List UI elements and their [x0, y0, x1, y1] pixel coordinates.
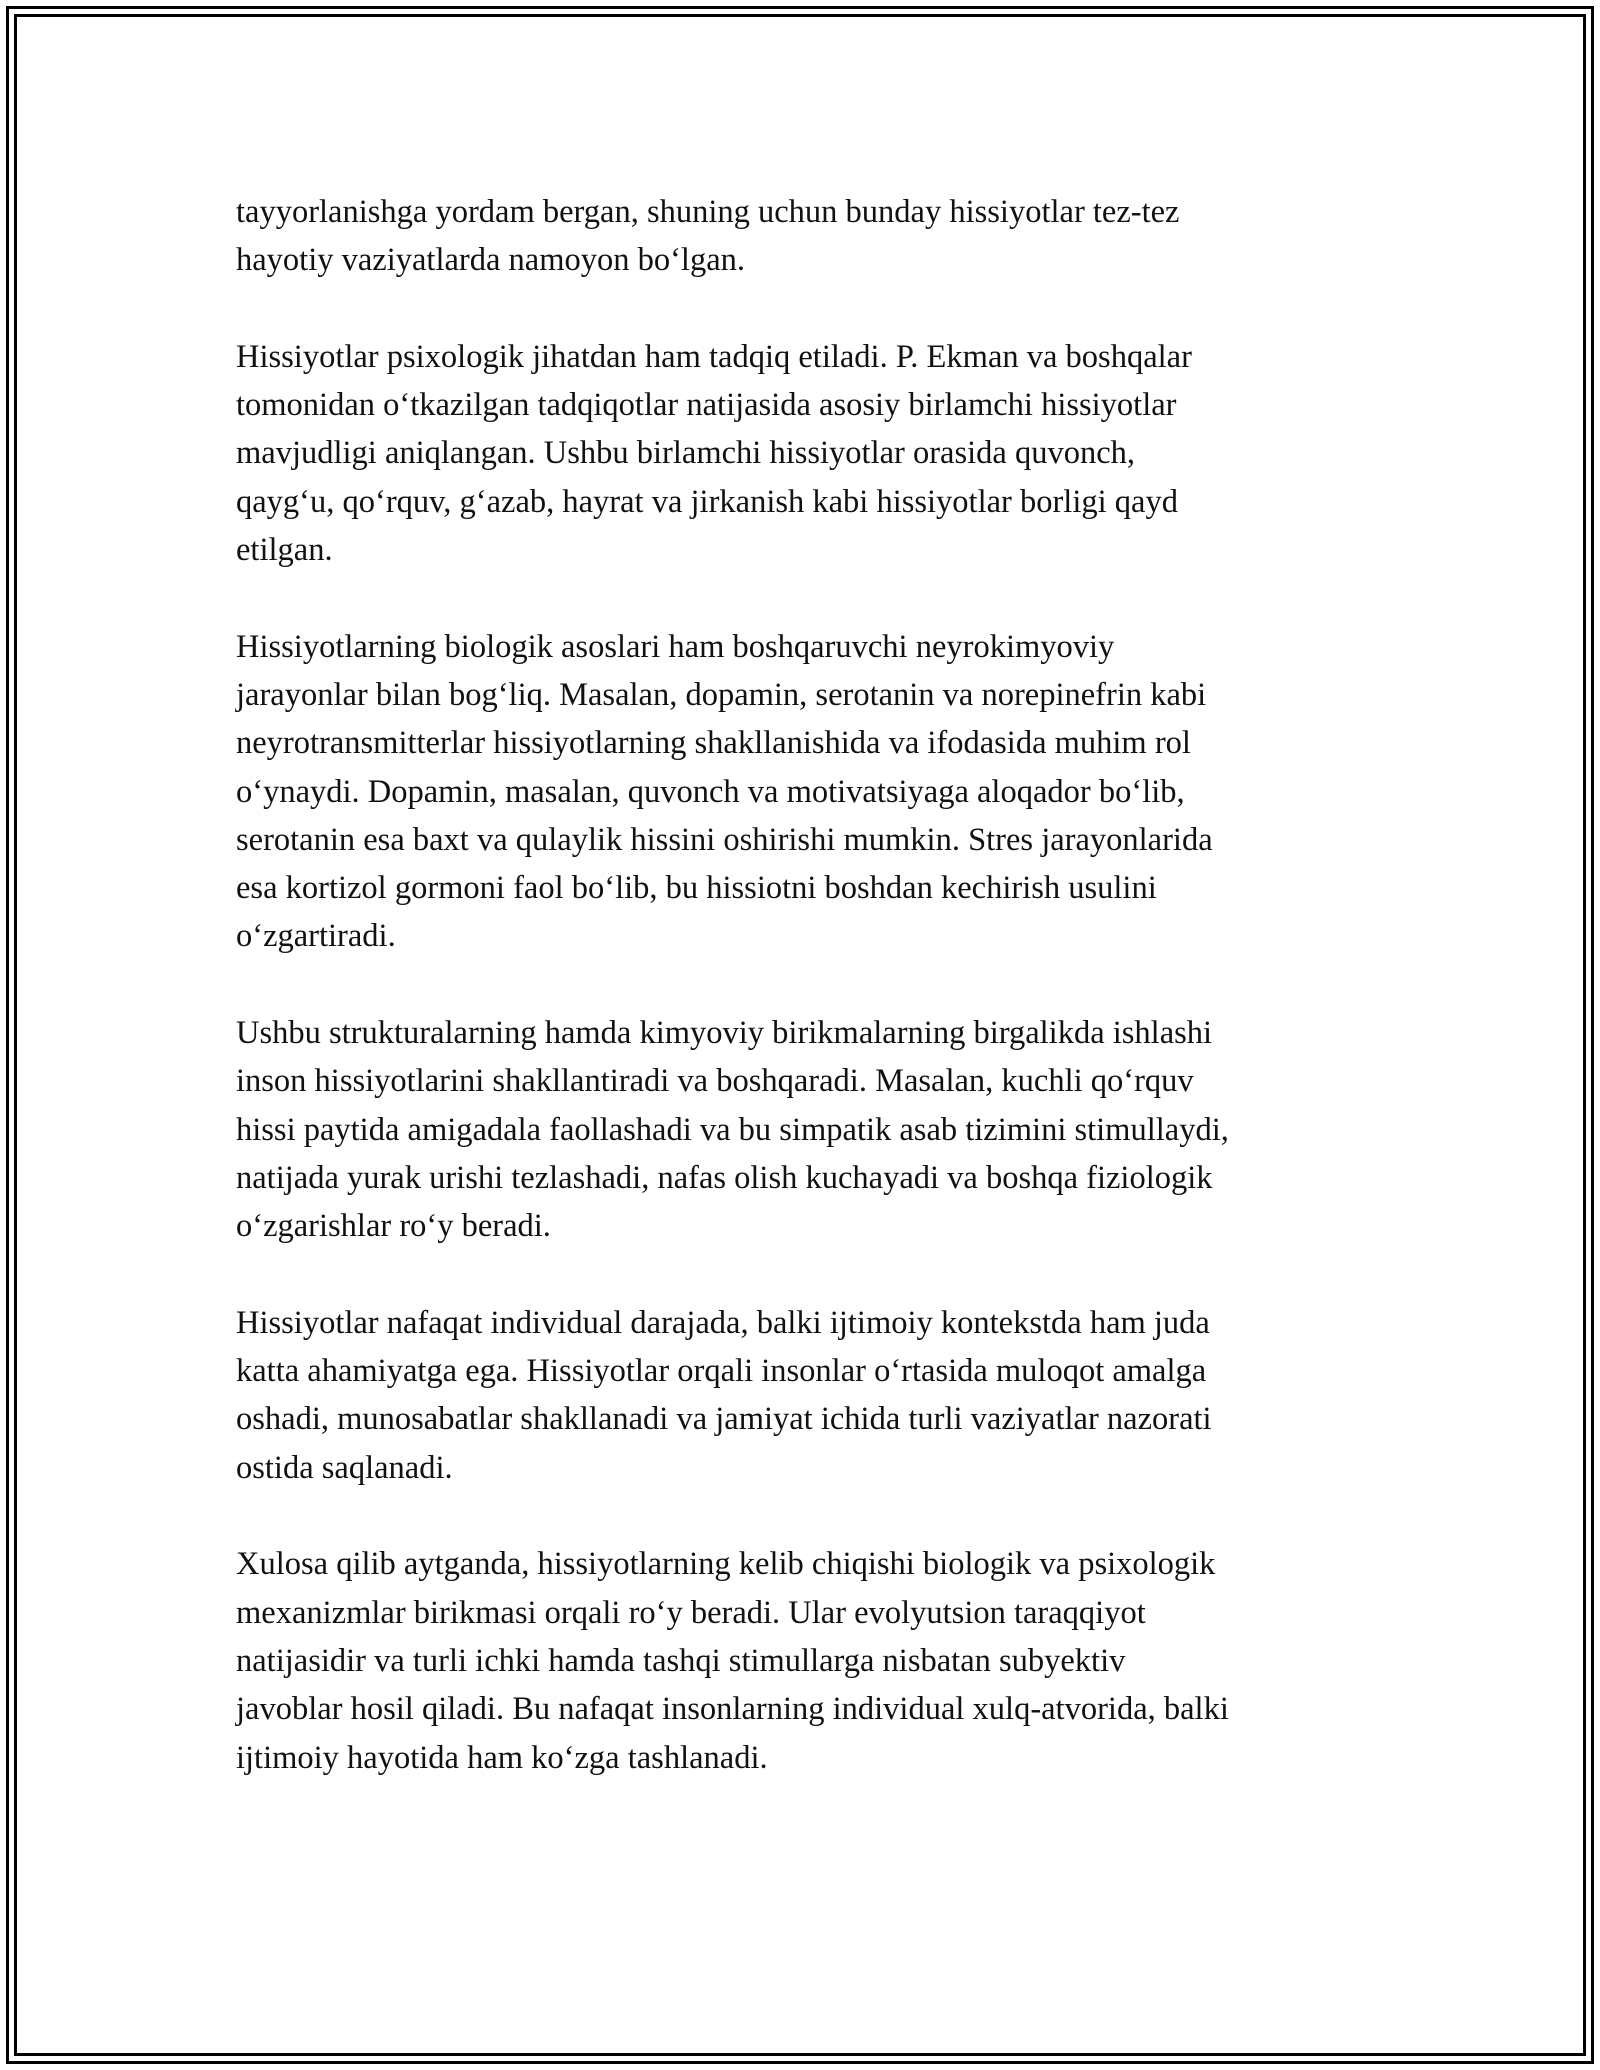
text-line: esa kortizol gormoni faol bo‘lib, bu hissiotni boshdan kechirish usulini: [236, 870, 1157, 907]
text-line: etilgan.: [236, 532, 333, 569]
paragraph-1: [236, 188, 1376, 285]
text-line: natijasidir va turli ichki hamda tashqi stimullarga nisbatan subyektiv: [236, 1642, 1126, 1679]
text-line: hissi paytida amigadala faollashadi va bu simpatik asab tizimini stimullaydi,: [236, 1111, 1229, 1148]
text-line: katta ahamiyatga ega. Hissiyotlar orqali insonlar o‘rtasida muloqot amalga: [236, 1353, 1207, 1390]
text-line: Ushbu strukturalarning hamda kimyoviy birikmalarning birgalikda ishlashi: [236, 1015, 1213, 1052]
text-line: Hissiyotlar nafaqat individual darajada, balki ijtimoiy kontekstda ham juda: [236, 1304, 1210, 1341]
text-line: javoblar hosil qiladi. Bu nafaqat insonlarning individual xulq-atvorida, balki: [236, 1691, 1229, 1728]
text-line: tomonidan o‘tkazilgan tadqiqotlar natijasida asosiy birlamchi hissiyotlar: [236, 387, 1177, 424]
paragraph-2: [236, 333, 1376, 574]
document-body: [236, 188, 1376, 1830]
text-line: tayyorlanishga yordam bergan, shuning uchun bunday hissiyotlar tez-tez: [236, 194, 1180, 230]
text-line: o‘zgartiradi.: [236, 918, 396, 955]
paragraph-3: [236, 623, 1376, 961]
text-line: ostida saqlanadi.: [236, 1449, 453, 1486]
text-line: oshadi, munosabatlar shakllanadi va jamiyat ichida turli vaziyatlar nazorati: [236, 1401, 1212, 1438]
text-line: o‘zgarishlar ro‘y beradi.: [236, 1208, 551, 1245]
text-line: inson hissiyotlarini shakllantiradi va boshqaradi. Masalan, kuchli qo‘rquv: [236, 1063, 1194, 1100]
text-line: o‘ynaydi. Dopamin, masalan, quvonch va motivatsiyaga aloqador bo‘lib,: [236, 773, 1185, 810]
text-line: mavjudligi aniqlangan. Ushbu birlamchi hissiyotlar orasida quvonch,: [236, 435, 1136, 472]
text-line: Hissiyotlarning biologik asoslari ham boshqaruvchi neyrokimyoviy: [236, 628, 1115, 665]
paragraph-4: [236, 1009, 1376, 1250]
text-line: Xulosa qilib aytganda, hissiyotlarning kelib chiqishi biologik va psixologik: [236, 1546, 1216, 1583]
text-line: mexanizmlar birikmasi orqali ro‘y beradi. Ular evolyutsion taraqqiyot: [236, 1594, 1146, 1631]
text-line: hayotiy vaziyatlarda namoyon bo‘lgan.: [236, 242, 746, 279]
text-line: Hissiyotlar psixologik jihatdan ham tadqiq etiladi. P. Ekman va boshqalar: [236, 338, 1192, 375]
text-line: ijtimoiy hayotida ham ko‘zga tashlanadi.: [236, 1739, 768, 1776]
text-line: serotanin esa baxt va qulaylik hissini oshirishi mumkin. Stres jarayonlarida: [236, 821, 1213, 858]
paragraph-6: [236, 1540, 1376, 1781]
paragraph-5: [236, 1299, 1376, 1492]
text-line: jarayonlar bilan bog‘liq. Masalan, dopamin, serotanin va norepinefrin kabi: [236, 676, 1207, 713]
text-line: qayg‘u, qo‘rquv, g‘azab, hayrat va jirkanish kabi hissiyotlar borligi qayd: [236, 483, 1178, 520]
text-line: neyrotransmitterlar hissiyotlarning shakllanishida va ifodasida muhim rol: [236, 725, 1191, 762]
text-line: natijada yurak urishi tezlashadi, nafas olish kuchayadi va boshqa fiziologik: [236, 1159, 1213, 1196]
